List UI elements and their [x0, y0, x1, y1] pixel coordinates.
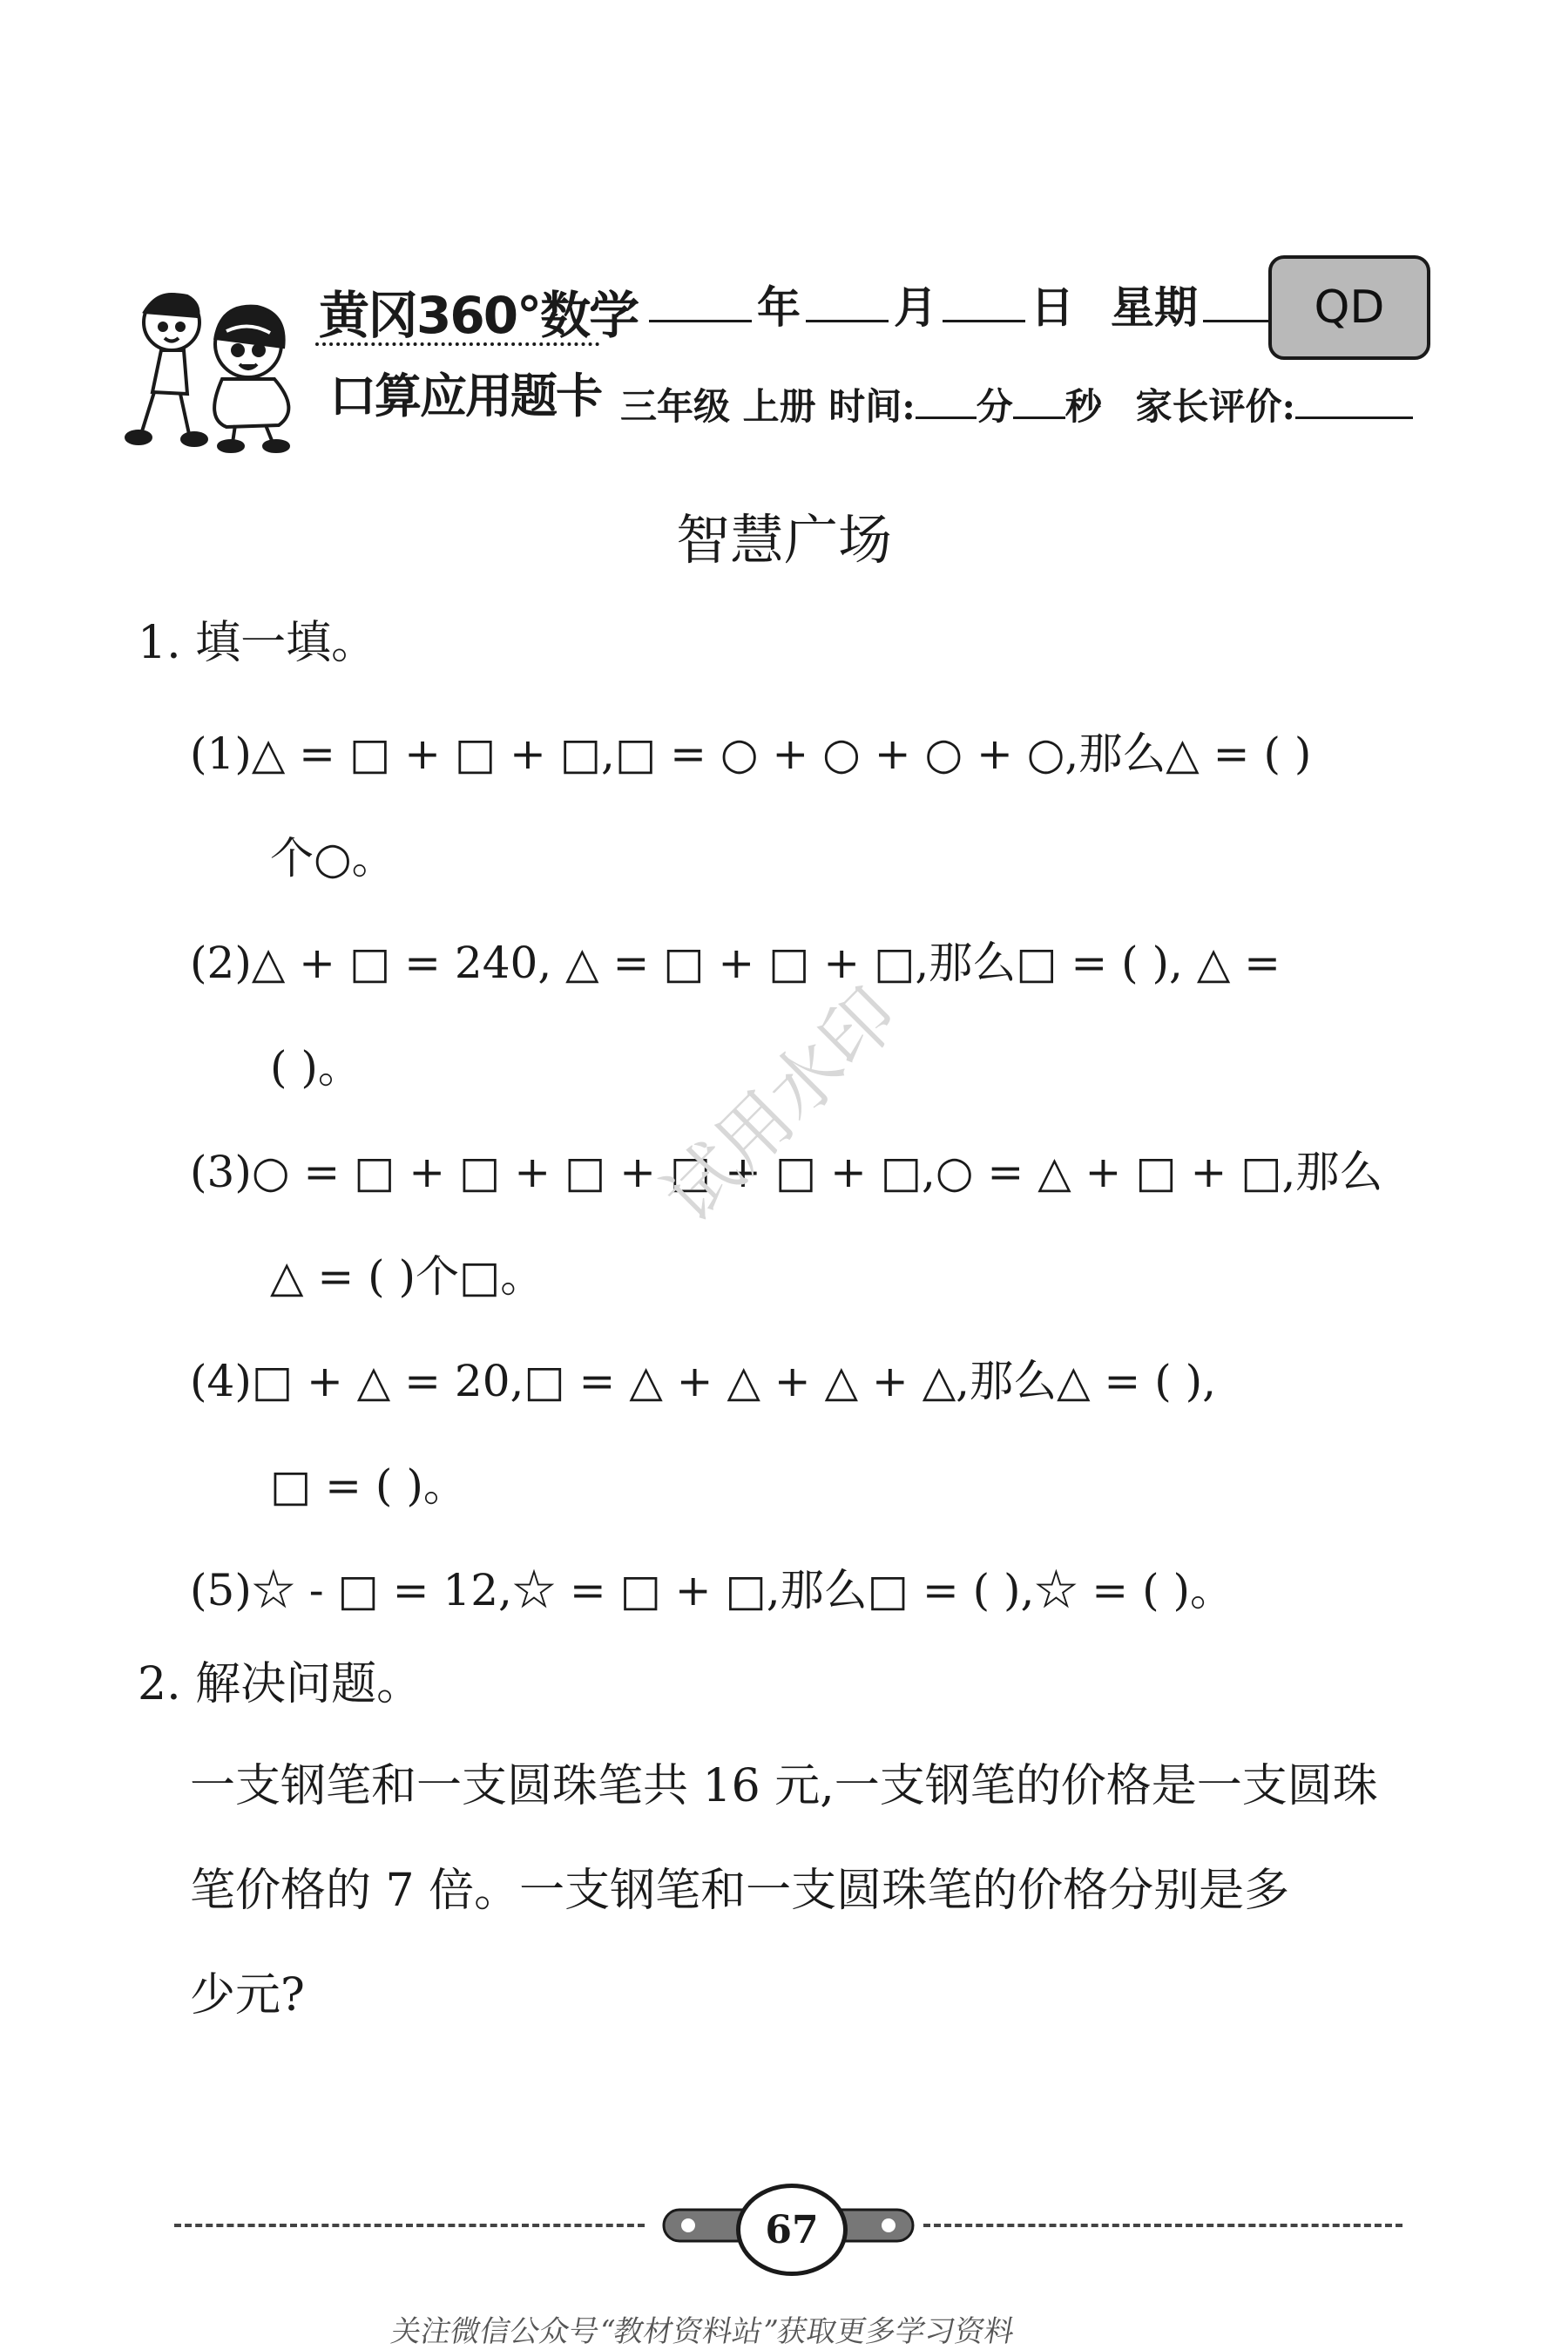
parent-review-label: 家长评价: — [1135, 385, 1295, 428]
q1-item-1-line2: 个○。 — [270, 833, 395, 884]
q1-item-2-line1: (2)△ + □ = 240, △ = □ + □ + □,那么□ = ( ), △ = — [190, 938, 1281, 988]
minute-blank[interactable] — [916, 387, 977, 419]
q1-item-3-line1: (3)○ = □ + □ + □ + □ + □ + □,○ = △ + □ + □,那么 — [190, 1147, 1383, 1197]
watermark: 试用水印 — [646, 972, 915, 1240]
q2-line-3: 少元? — [190, 1969, 305, 2022]
brand-title: 黄冈360°数学 — [319, 286, 639, 345]
q1-item-5-line1: (5)☆ - □ = 12,☆ = □ + □,那么□ = ( ),☆ = ( )。 — [190, 1565, 1233, 1615]
info-row — [620, 381, 1413, 433]
month-label: 月 — [894, 281, 937, 333]
second-label: 秒 — [1064, 385, 1102, 428]
month-blank[interactable] — [806, 285, 889, 322]
brand-divider — [315, 342, 599, 346]
q1-item-3-line2: △ = ( )个□。 — [270, 1251, 544, 1302]
q2-line-2: 笔价格的 7 倍。一支钢笔和一支圆珠笔的价格分别是多 — [190, 1865, 1290, 1917]
footer-note: 关注微信公众号“教材资料站”获取更多学习资料 — [388, 2314, 1017, 2349]
q2-line-1: 一支钢笔和一支圆珠笔共 16 元,一支钢笔的价格是一支圆珠 — [190, 1760, 1378, 1812]
question-1-items — [190, 701, 1444, 1642]
q1-item-1-line1: (1)△ = □ + □ + □,□ = ○ + ○ + ○ + ○,那么△ = ( ) — [190, 728, 1312, 779]
time-label: 时间: — [828, 385, 916, 428]
edition-badge: QD — [1268, 255, 1430, 360]
question-2-title: 2. 解决问题。 — [138, 1658, 422, 1710]
minute-label: 分 — [976, 385, 1013, 428]
question-2-body — [190, 1734, 1444, 2048]
weekday-label: 星期 — [1111, 281, 1198, 333]
q1-item-4-line2: □ = ( )。 — [270, 1460, 467, 1511]
kids-logo-illustration — [118, 279, 331, 453]
year-label: 年 — [757, 281, 801, 333]
footer-dashed-line-left — [174, 2224, 645, 2227]
day-blank[interactable] — [943, 285, 1025, 322]
section-title: 智慧广场 — [675, 508, 892, 572]
question-1-title: 1. 填一填。 — [138, 617, 377, 669]
page-number: 67 — [736, 2184, 848, 2276]
parent-review-blank[interactable] — [1295, 387, 1413, 419]
footer-dashed-line-right — [923, 2224, 1402, 2227]
second-blank[interactable] — [1013, 387, 1065, 419]
brand-subtitle: 口算应用题卡 — [329, 369, 601, 423]
volume-label: 上册 — [742, 385, 816, 428]
q1-item-2-line2: ( )。 — [270, 1042, 362, 1093]
grade-label: 三年级 — [620, 385, 731, 428]
day-label: 日 — [1031, 281, 1074, 333]
q1-item-4-line1: (4)□ + △ = 20,□ = △ + △ + △ + △,那么△ = ( ), — [190, 1356, 1217, 1406]
year-blank[interactable] — [649, 285, 752, 322]
date-row — [649, 277, 1290, 338]
